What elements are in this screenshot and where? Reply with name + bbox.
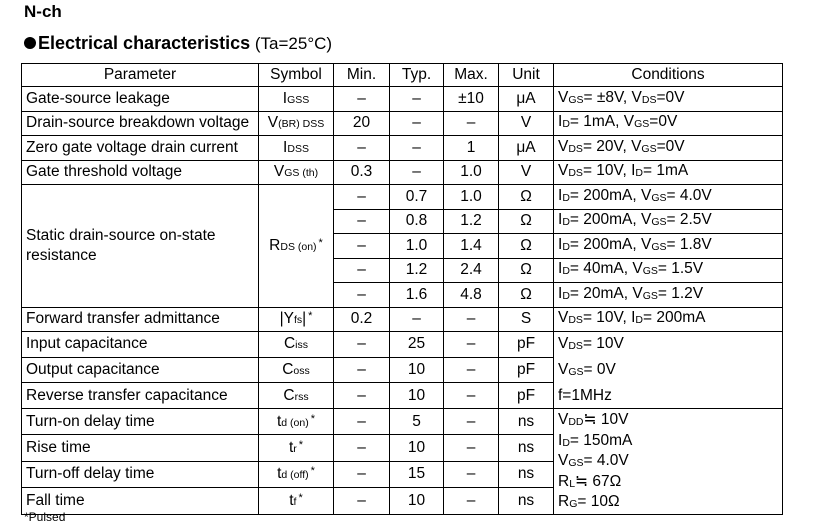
min-cell: – xyxy=(334,357,390,383)
symbol-main: R xyxy=(269,236,281,254)
typ-cell: – xyxy=(390,307,444,332)
parameter-cell: Gate threshold voltage xyxy=(22,160,259,185)
symbol-main: C xyxy=(283,335,296,353)
unit-cell: Ω xyxy=(499,209,554,234)
table-row xyxy=(22,87,783,112)
min-cell: – xyxy=(334,461,390,487)
parameter-cell xyxy=(22,185,259,308)
typ-cell: 15 xyxy=(390,461,444,487)
symbol-subscript: f xyxy=(293,495,297,508)
unit-cell: V xyxy=(499,160,554,185)
symbol-main: V xyxy=(273,163,285,181)
max-cell: 2.4 xyxy=(444,258,499,283)
symbol-main: t xyxy=(288,439,294,457)
condition-line: $V_{GS}= 4.0V$ xyxy=(558,452,629,469)
min-cell: – xyxy=(334,209,390,234)
symbol-cell xyxy=(259,185,334,308)
max-cell: – xyxy=(444,357,499,383)
symbol-cell xyxy=(259,307,334,332)
column-header: Max. xyxy=(444,64,499,87)
parameter-cell: Input capacitance xyxy=(22,332,259,358)
symbol-subscript: iss xyxy=(295,339,309,352)
unit-cell: pF xyxy=(499,357,554,383)
unit-cell: Ω xyxy=(499,283,554,308)
section-title: N-ch xyxy=(24,2,62,21)
min-cell: – xyxy=(334,488,390,514)
typ-cell: 1.0 xyxy=(390,234,444,259)
max-cell: ±10 xyxy=(444,87,499,112)
parameter-cell: Turn-off delay time xyxy=(22,461,259,487)
max-cell: – xyxy=(444,383,499,409)
typ-cell: 0.7 xyxy=(390,185,444,210)
unit-cell: Ω xyxy=(499,185,554,210)
conditions-cell: $I_D= 20mA$, $V_{GS}= 1.2V$ xyxy=(554,283,783,308)
min-cell: – xyxy=(334,409,390,435)
column-header: Conditions xyxy=(554,64,783,87)
conditions-cell xyxy=(554,409,783,515)
parameter-cell: Zero gate voltage drain current xyxy=(22,136,259,161)
typ-cell: 1.2 xyxy=(390,258,444,283)
parameter-cell: Drain-source breakdown voltage xyxy=(22,111,259,136)
parameter-line: Static drain-source on-state xyxy=(26,226,216,244)
unit-cell: V xyxy=(499,111,554,136)
conditions-cell: $I_D= 1mA$, $V_{GS}=0V$ xyxy=(554,111,783,136)
min-cell: – xyxy=(334,258,390,283)
min-cell: – xyxy=(334,87,390,112)
symbol-main: I xyxy=(282,89,288,107)
symbol-subscript: GS (th) xyxy=(284,167,319,180)
condition-line: f=1MHz xyxy=(558,387,612,404)
conditions-cell: $V_{GS}= \pm 8V$, $V_{DS}=0V$ xyxy=(554,87,783,112)
min-cell: – xyxy=(334,136,390,161)
symbol-subscript: DSS xyxy=(287,142,309,155)
symbol-subscript: d (off) xyxy=(281,469,309,482)
min-cell: – xyxy=(334,435,390,461)
pulsed-asterisk: * xyxy=(318,236,323,249)
symbol-cell xyxy=(259,111,334,136)
max-cell: 1 xyxy=(444,136,499,161)
table-heading xyxy=(24,33,332,54)
conditions-cell: $I_D= 200mA$, $V_{GS}= 1.8V$ xyxy=(554,234,783,259)
min-cell: 0.2 xyxy=(334,307,390,332)
max-cell: – xyxy=(444,332,499,358)
column-header: Parameter xyxy=(22,64,259,87)
symbol-subscript: fs xyxy=(293,314,303,327)
table-row xyxy=(22,185,783,210)
max-cell: 1.2 xyxy=(444,209,499,234)
unit-cell: ns xyxy=(499,409,554,435)
max-cell: – xyxy=(444,111,499,136)
min-cell: – xyxy=(334,185,390,210)
symbol-cell xyxy=(259,136,334,161)
symbol-subscript: GSS xyxy=(287,93,310,106)
symbol-cell xyxy=(259,87,334,112)
unit-cell: μA xyxy=(499,87,554,112)
parameter-cell: Output capacitance xyxy=(22,357,259,383)
max-cell: – xyxy=(444,488,499,514)
symbol-cell xyxy=(259,488,334,514)
symbol-main: C xyxy=(283,386,295,404)
pulsed-asterisk: * xyxy=(308,310,313,323)
symbol-subscript: (BR) DSS xyxy=(278,118,325,131)
unit-cell: ns xyxy=(499,435,554,461)
table-row xyxy=(22,307,783,332)
max-cell: 4.8 xyxy=(444,283,499,308)
symbol-subscript: DS (on) xyxy=(280,240,317,253)
table-row xyxy=(22,409,783,435)
symbol-subscript: d (on) xyxy=(281,416,309,429)
typ-cell: 10 xyxy=(390,383,444,409)
typ-cell: – xyxy=(390,111,444,136)
symbol-subscript: oss xyxy=(293,364,310,377)
symbol-cell xyxy=(259,332,334,358)
heading-condition: (Ta=25°C) xyxy=(250,34,333,53)
symbol-subscript: r xyxy=(293,443,297,456)
unit-cell: S xyxy=(499,307,554,332)
conditions-cell: $I_D= 200mA$, $V_{GS}= 4.0V$ xyxy=(554,185,783,210)
unit-cell: pF xyxy=(499,383,554,409)
typ-cell: 10 xyxy=(390,488,444,514)
unit-cell: Ω xyxy=(499,234,554,259)
parameter-cell: Turn-on delay time xyxy=(22,409,259,435)
characteristics-table xyxy=(21,63,783,515)
bullet-icon xyxy=(24,37,36,49)
parameter-cell: Forward transfer admittance xyxy=(22,307,259,332)
max-cell: 1.4 xyxy=(444,234,499,259)
unit-cell: ns xyxy=(499,461,554,487)
table-header-row xyxy=(22,64,783,87)
symbol-cell xyxy=(259,435,334,461)
conditions-cell: $I_D= 200mA$, $V_{GS}= 2.5V$ xyxy=(554,209,783,234)
column-header: Symbol xyxy=(259,64,334,87)
column-header: Typ. xyxy=(390,64,444,87)
symbol-main: t xyxy=(276,412,282,430)
min-cell: 0.3 xyxy=(334,160,390,185)
unit-cell: pF xyxy=(499,332,554,358)
conditions-cell: $I_D= 40mA$, $V_{GS}= 1.5V$ xyxy=(554,258,783,283)
parameter-line: resistance xyxy=(26,246,97,264)
symbol-cell xyxy=(259,383,334,409)
conditions-cell: $V_{DS}= 20V$, $V_{GS}=0V$ xyxy=(554,136,783,161)
typ-cell: 1.6 xyxy=(390,283,444,308)
typ-cell: 10 xyxy=(390,435,444,461)
min-cell: – xyxy=(334,332,390,358)
typ-cell: – xyxy=(390,160,444,185)
conditions-cell: $V_{DS}= 10V$, $I_D= 200mA$ xyxy=(554,307,783,332)
parameter-cell: Rise time xyxy=(22,435,259,461)
table-row xyxy=(22,332,783,358)
condition-line: $V_{DD}≒$ 10V xyxy=(558,411,629,428)
table-row xyxy=(22,111,783,136)
typ-cell: 25 xyxy=(390,332,444,358)
symbol-cell xyxy=(259,160,334,185)
conditions-cell xyxy=(554,332,783,409)
heading-text: Electrical characteristics xyxy=(38,33,251,53)
max-cell: – xyxy=(444,435,499,461)
condition-line: $R_L≒$ 67Ω xyxy=(558,472,622,490)
condition-line: $I_D= 150mA$ xyxy=(558,431,633,449)
footnote: *Pulsed xyxy=(24,510,66,524)
max-cell: – xyxy=(444,409,499,435)
symbol-subscript: rss xyxy=(294,390,309,403)
table-row xyxy=(22,136,783,161)
pulsed-asterisk: * xyxy=(310,412,316,425)
pulsed-asterisk: * xyxy=(298,491,303,504)
min-cell: – xyxy=(334,283,390,308)
max-cell: 1.0 xyxy=(444,185,499,210)
symbol-main: C xyxy=(282,360,294,378)
symbol-main: I xyxy=(283,138,288,156)
min-cell: – xyxy=(334,234,390,259)
symbol-main: V xyxy=(267,114,279,132)
unit-cell: Ω xyxy=(499,258,554,283)
typ-cell: 5 xyxy=(390,409,444,435)
symbol-main: t xyxy=(289,491,294,509)
typ-cell: 10 xyxy=(390,357,444,383)
unit-cell: μA xyxy=(499,136,554,161)
pulsed-asterisk: * xyxy=(310,465,315,478)
typ-cell: – xyxy=(390,136,444,161)
pulsed-asterisk: * xyxy=(298,439,304,452)
min-cell: – xyxy=(334,383,390,409)
table-row xyxy=(22,160,783,185)
parameter-cell: Reverse transfer capacitance xyxy=(22,383,259,409)
condition-line: $R_G= 10\Omega$ xyxy=(558,493,620,510)
min-cell: 20 xyxy=(334,111,390,136)
condition-line: $V_{DS}= 10V$ xyxy=(558,335,624,352)
symbol-cell xyxy=(259,357,334,383)
column-header: Unit xyxy=(499,64,554,87)
max-cell: 1.0 xyxy=(444,160,499,185)
column-header: Min. xyxy=(334,64,390,87)
max-cell: – xyxy=(444,461,499,487)
typ-cell: – xyxy=(390,87,444,112)
symbol-main: |Y xyxy=(279,310,294,328)
max-cell: – xyxy=(444,307,499,332)
unit-cell: ns xyxy=(499,488,554,514)
symbol-cell xyxy=(259,409,334,435)
symbol-main: t xyxy=(277,465,282,483)
parameter-cell: Fall time xyxy=(22,488,259,514)
conditions-cell: $V_{DS}= 10V$, $I_D= 1mA$ xyxy=(554,160,783,185)
parameter-cell: Gate-source leakage xyxy=(22,87,259,112)
symbol-cell xyxy=(259,461,334,487)
symbol-end: | xyxy=(302,310,307,328)
condition-line: $V_{GS}= 0V$ xyxy=(558,361,616,378)
typ-cell: 0.8 xyxy=(390,209,444,234)
